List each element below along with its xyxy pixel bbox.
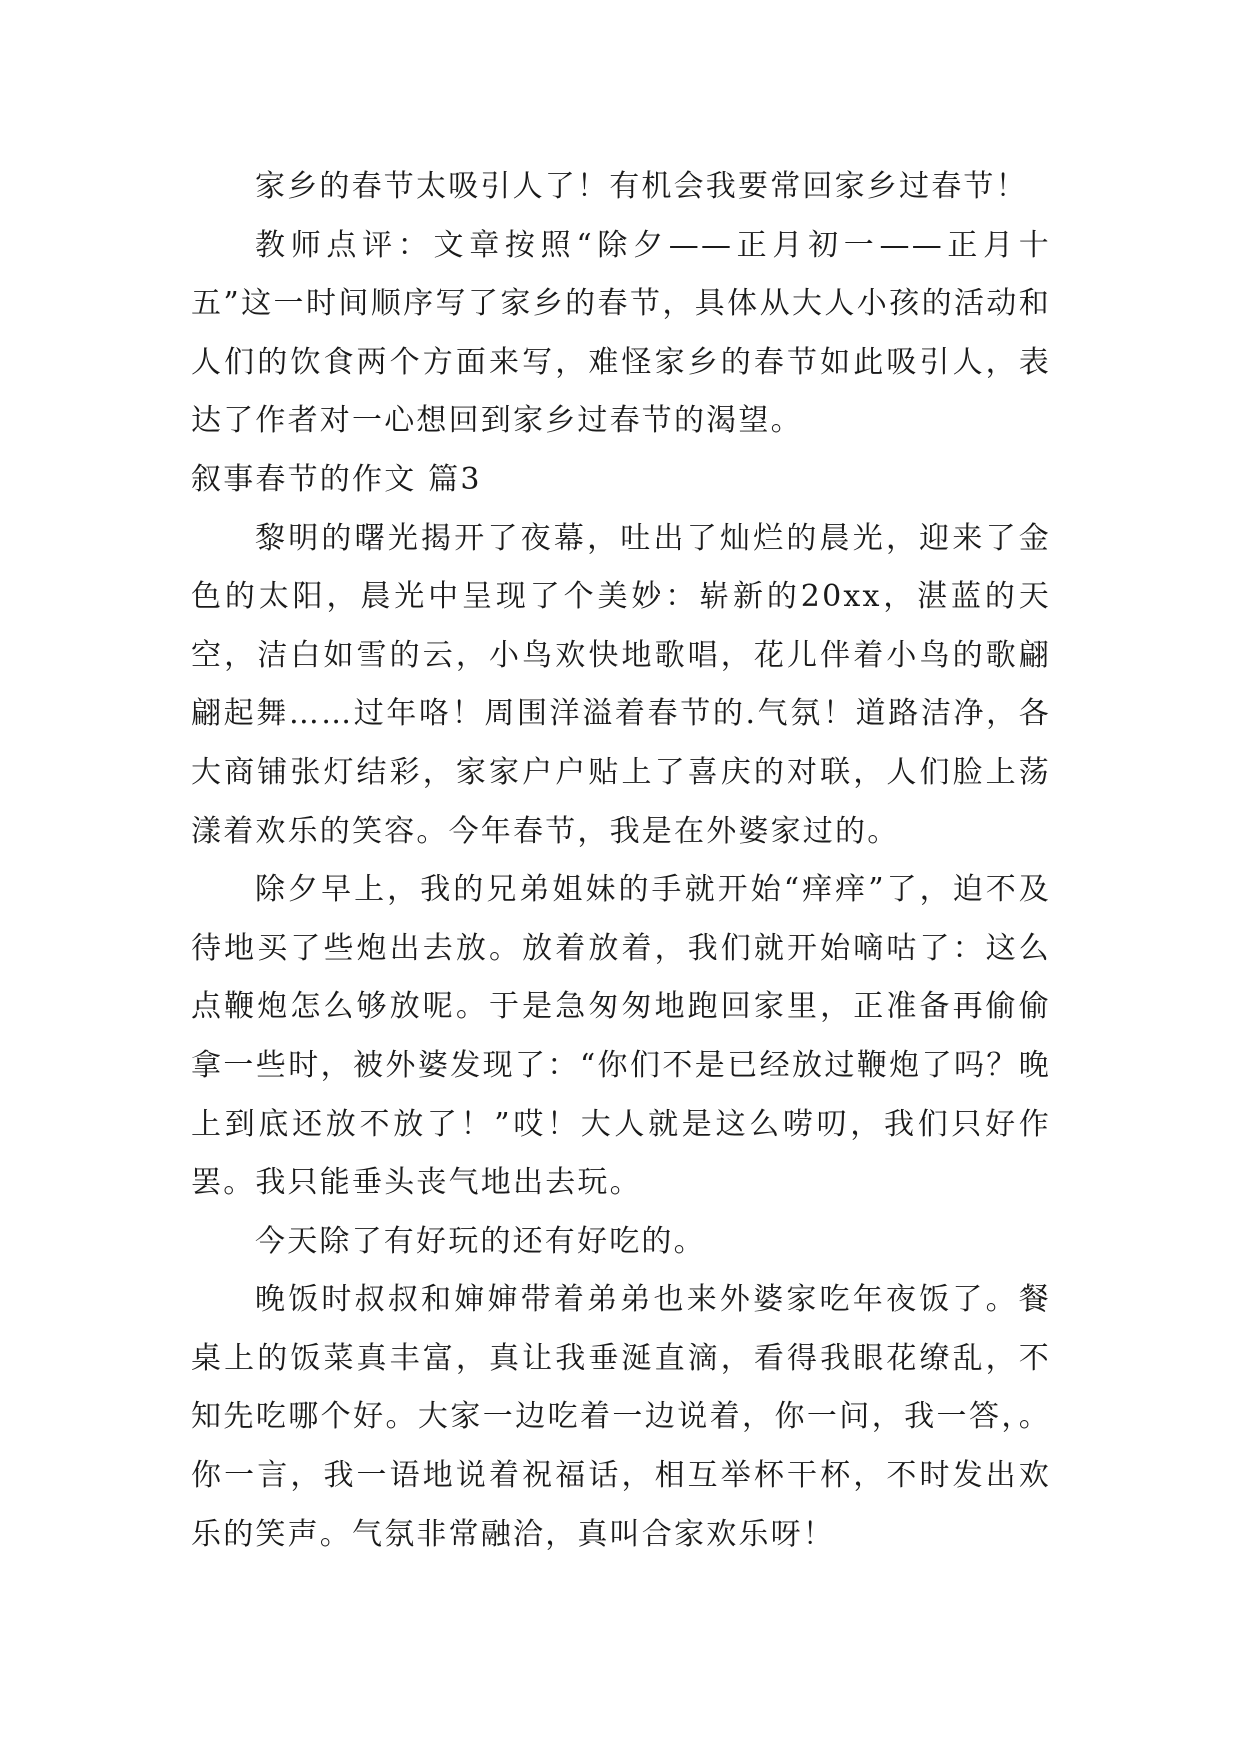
essay-paragraph-food-intro: 今天除了有好玩的还有好吃的。 (255, 1223, 706, 1259)
section-title: 叙事春节的作文 篇3 (191, 461, 482, 497)
essay-paragraph-dawn: 黎明的曙光揭开了夜幕，吐出了灿烂的晨光，迎来了金色的太阳，晨光中呈现了个美妙：崭新的20xx，湛蓝的天空，洁白如雪的云，小鸟欢快地歌唱，花儿伴着小鸟的歌翩翩起舞……过年咯！周围洋溢着春节的.气氛！道路洁净，各大商铺张灯结彩，家家户户贴上了喜庆的对联，人们脸上荡漾着欢乐的笑容。今年春节，我是在外婆家过的。 (191, 520, 1051, 849)
essay-paragraph-dinner: 晚饭时叔叔和婶婶带着弟弟也来外婆家吃年夜饭了。餐桌上的饭菜真丰富，真让我垂涎直滴，看得我眼花缭乱，不知先吃哪个好。大家一边吃着一边说着，你一问，我一答，。你一言，我一语地说着祝福话，相互举杯干杯，不时发出欢乐的笑声。气氛非常融洽，真叫合家欢乐呀！ (191, 1282, 1051, 1552)
teacher-comment-paragraph: 教师点评：文章按照“除夕——正月初一——正月十五”这一时间顺序写了家乡的春节，具体从大人小孩的活动和人们的饮食两个方面来写，难怪家乡的春节如此吸引人，表达了作者对一心想回到家乡过春节的渴望。 (191, 227, 1051, 439)
document-page (191, 158, 1051, 1564)
essay-paragraph-firecrackers: 除夕早上，我的兄弟姐妹的手就开始“痒痒”了，迫不及待地买了些炮出去放。放着放着，我们就开始嘀咕了：这么点鞭炮怎么够放呢。于是急匆匆地跑回家里，正准备再偷偷拿一些时，被外婆发现了：“你们不是已经放过鞭炮了吗？晚上到底还放不放了！”哎！大人就是这么唠叨，我们只好作罢。我只能垂头丧气地出去玩。 (191, 872, 1051, 1201)
closing-paragraph: 家乡的春节太吸引人了！有机会我要常回家乡过春节！ (255, 169, 1028, 204)
